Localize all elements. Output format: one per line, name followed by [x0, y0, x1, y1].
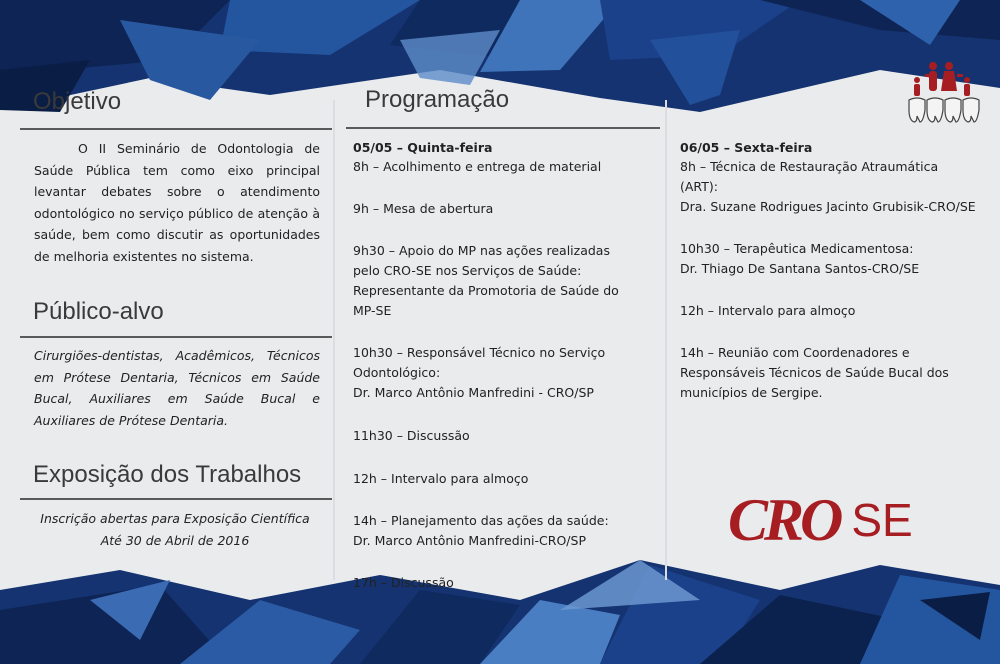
programacao-divider — [346, 127, 660, 129]
exposicao-info — [20, 508, 330, 551]
objetivo-text: O II Seminário de Odontologia de Saúde Pública tem como eixo principal levantar debates sobre o atendimento odontológico no serviço público de atenção à saúde, bem como discutir as oportunidades de melhoria existentes no sistema. — [34, 141, 320, 264]
publico-text: Cirurgiões-dentistas, Acadêmicos, Técnicos em Prótese Dentaria, Técnicos em Saúde Bucal, Auxiliares em Saúde Bucal e Auxiliares de Prótese Dentaria. — [34, 348, 320, 428]
schedule-item: 8h – Técnica de Restauração Atraumática (ART): Dra. Suzane Rodrigues Jacinto Grubisik-CRO/SE — [680, 159, 976, 214]
schedule-item: 9h30 – Apoio do MP nas ações realizadas pelo CRO-SE nos Serviços de Saúde: Representante da Promotoria de Saúde do MP-SE — [353, 243, 619, 318]
exposicao-title: Exposição dos Trabalhos — [33, 461, 302, 488]
cro-logo-text: CRO — [728, 486, 840, 553]
schedule-item: 10h30 – Terapêutica Medicamentosa: Dr. Thiago De Santana Santos-CRO/SE — [680, 241, 920, 276]
programacao-title: Programação — [365, 86, 510, 113]
cro-se-logo — [728, 485, 913, 555]
schedule-item: 14h – Reunião com Coordenadores e Responsáveis Técnicos de Saúde Bucal dos municípios de Sergipe. — [680, 345, 949, 400]
se-logo-text: SE — [851, 494, 913, 546]
day1-date: 05/05 – Quinta-feira — [353, 140, 493, 155]
objetivo-divider — [20, 128, 332, 130]
exposicao-line1: Inscrição abertas para Exposição Científica — [40, 511, 310, 526]
schedule-item: 8h – Acolhimento e entrega de material — [353, 159, 602, 174]
schedule-item: 12h – Intervalo para almoço — [353, 471, 529, 486]
objetivo-title: Objetivo — [33, 88, 122, 115]
day2-schedule — [680, 140, 985, 403]
day1-schedule — [353, 140, 658, 593]
schedule-item: 11h30 – Discussão — [353, 428, 470, 443]
schedule-item: 12h – Intervalo para almoço — [680, 303, 856, 318]
publico-title: Público-alvo — [33, 298, 164, 325]
exposicao-divider — [20, 498, 332, 500]
day2-date: 06/05 – Sexta-feira — [680, 140, 813, 155]
schedule-item: 10h30 – Responsável Técnico no Serviço Odontológico: Dr. Marco Antônio Manfredini - CRO/SP — [353, 345, 606, 400]
schedule-item: 9h – Mesa de abertura — [353, 201, 494, 216]
schedule-item: 14h – Planejamento das ações da saúde: Dr. Marco Antônio Manfredini-CRO/SP — [353, 513, 609, 548]
publico-divider — [20, 336, 332, 338]
family-teeth-icon — [905, 60, 985, 132]
schedule-item: 17h – Discussão — [353, 575, 454, 590]
exposicao-line2: Até 30 de Abril de 2016 — [100, 532, 250, 548]
